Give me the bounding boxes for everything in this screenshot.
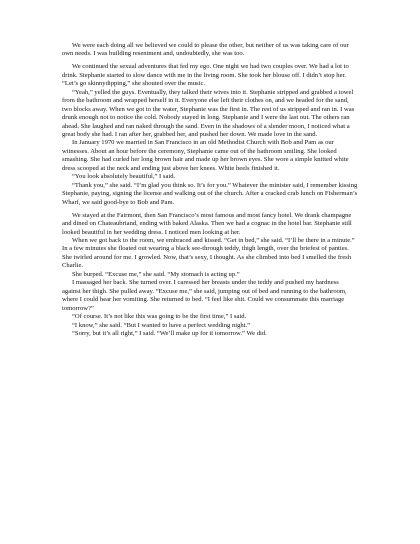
paragraph: We continued the sexual adventures that fed my ego. One night we had two couples over. We had a lot to drink. Stephanie started to slow dance with me in the living room. She took her blouse off. I didn’t stop her. “Let’s go skinnydipping,” she shouted over the music.	[62, 63, 349, 88]
paragraph: “Of course. It’s not like this was going to be the first time,” I said.	[72, 313, 247, 321]
paragraph: We stayed at the Fairmont, then San Francisco’s most famous and most fancy hotel. We drank champagne and dined on Chateaubriand, ending with baked Alaska. Then we had a cognac in the hotel bar. Stephanie still looked beautiful in her wedding dress. I noticed men looking at her.	[62, 211, 352, 236]
paragraph: “Yeah,” yelled the guys. Eventually, they talked their wives into it. Stephanie stripped and grabbed a towel from the bathroom and wrapped herself in it. Everyone else left their clothes on, and we headed for the sand, two blocks away. When we got to the water, Stephanie was the first in. The rest of us stripped and ran in. I was drunk enough not to notice the cold. Nobody stayed in long. Stephanie and I were the last out. The others ran ahead. She laughed and ran naked through the sand. Even in the shadows of a slender moon, I noticed what a great body she had. I ran after her, grabbed her, and pushed her down. We made love in the sand.	[62, 88, 355, 139]
paragraph: We were each doing all we believed we could to please the other, but neither of us was taking care of our own needs. I was building resentment and, undoubtedly, she was too.	[62, 42, 349, 58]
paragraph: She burped. “Excuse me,” she said. “My stomach is acting up.”	[72, 270, 240, 278]
paragraph: When we got back to the room, we embraced and kissed. “Get in bed,” she said. “I’ll be there in a minute.” In a few minutes she floated out wearing a black see-through teddy, thigh length, over the briefest of panties. She twirled around for me. I growled. Now, that’s sexy, I thought. As she climbed into bed I smelled the fresh Charlie.	[62, 236, 355, 270]
paragraph: “You look absolutely beautiful,” I said.	[72, 173, 176, 181]
body-text	[62, 42, 358, 338]
paragraph: In January 1970 we married in San Francisco in an old Methodist Church with Bob and Pam as our witnesses. About an hour before the ceremony, Stephanie came out of the bathroom smiling. She looked smashing. She had curled her long brown hair and made up her brown eyes. She wore a simple knitted white dress scooped at the neck and ending just above her knees. White heels finished it.	[62, 139, 349, 172]
paragraph: “I know,” she said. “But I wanted to have a perfect wedding night.”	[72, 321, 251, 329]
paragraph: “Thank you,” she said. “I’m glad you think so. It’s for you.” Whatever the minister said, I remember kissing Stephanie, paying, signing the license and walking out of the church. After a cracked crab lunch on Fisherman’s Wharf, we said good-bye to Bob and Pam.	[62, 181, 358, 206]
paragraph: I massaged her back. She turned over. I caressed her breasts under the teddy and pushed my hardness against her thigh. She pulled away. “Excuse me,” she said, jumping out of bed and running to the bathroom, where I could hear her vomiting. She returned to bed. “I feel like shit. Could we consummate this marriage tomorrow?”	[62, 279, 347, 312]
paragraph: “Sorry, but it’s all right,” I said. “We’ll make up for it tomorrow.” We did.	[72, 329, 267, 337]
